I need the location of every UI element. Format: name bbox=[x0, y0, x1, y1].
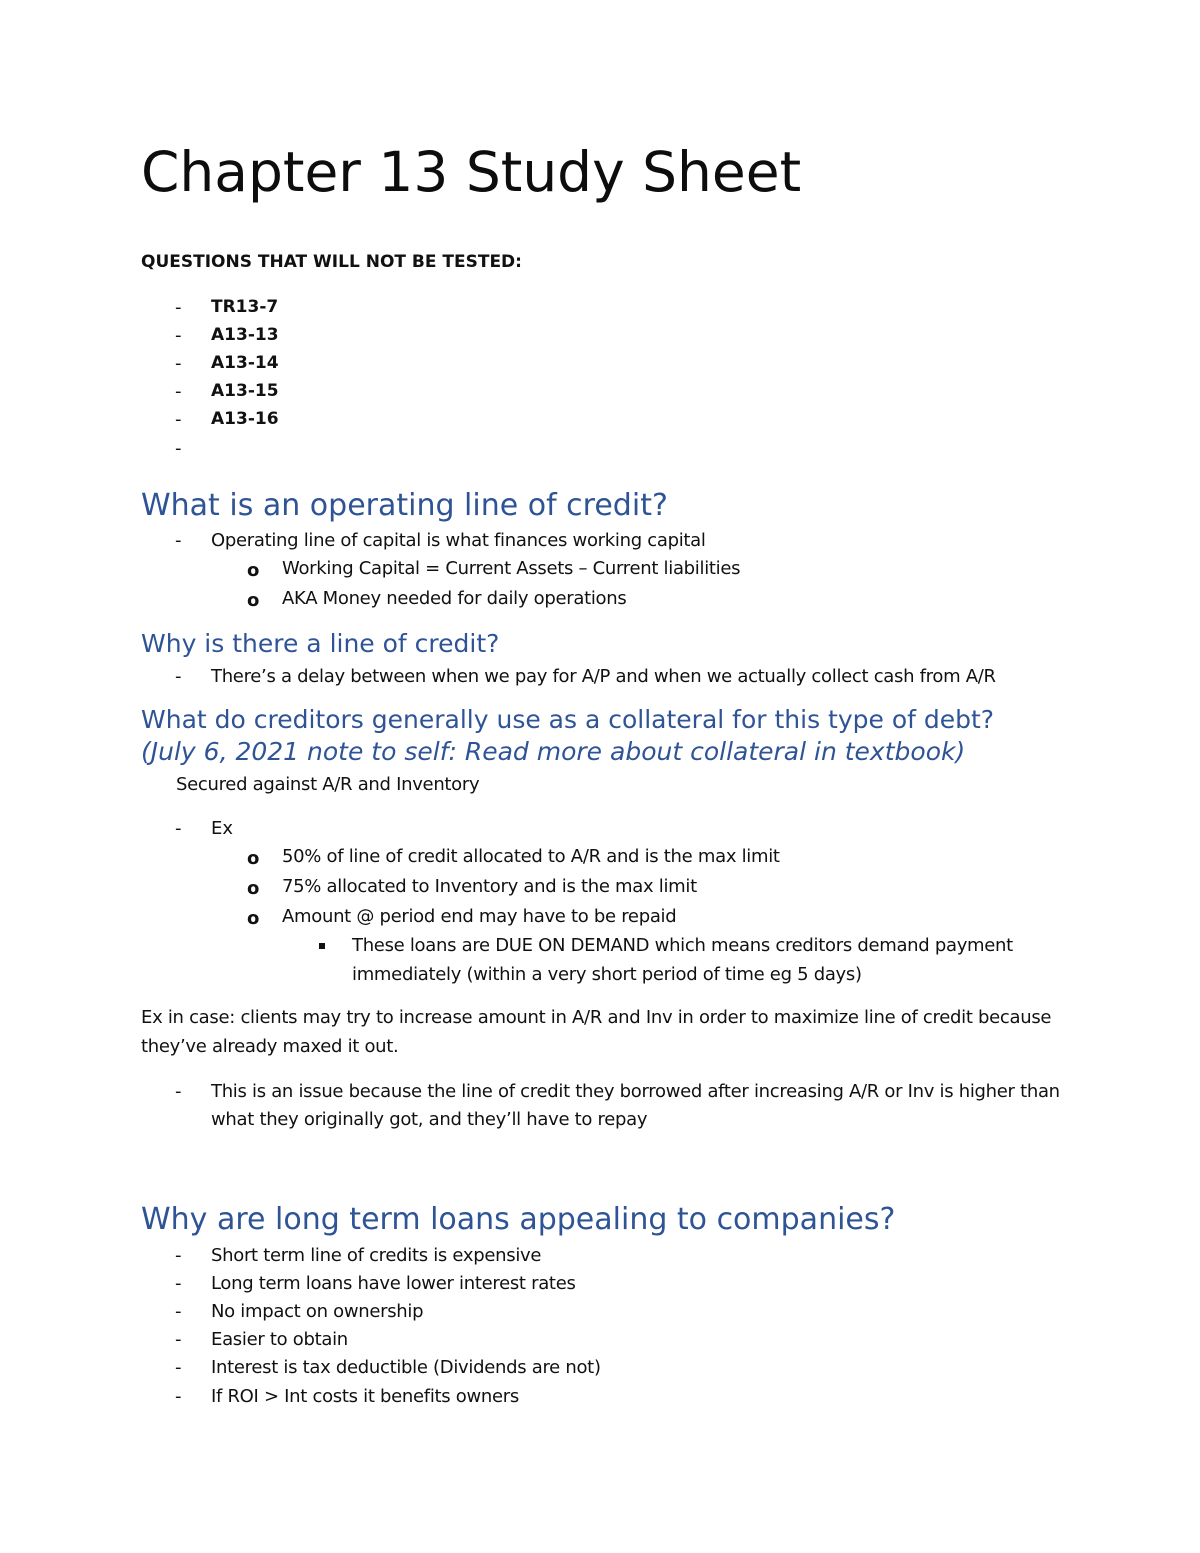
list-item: 50% of line of credit allocated to A/R and is the max limit bbox=[282, 846, 780, 867]
paragraph-continuation: they’ve already maxed it out. bbox=[141, 1036, 399, 1057]
dash-bullet: - bbox=[175, 297, 182, 318]
paragraph: Secured against A/R and Inventory bbox=[176, 774, 480, 795]
circle-bullet-icon: o bbox=[247, 590, 260, 611]
dash-bullet: - bbox=[175, 1301, 182, 1322]
section-heading-collateral: What do creditors generally use as a collateral for this type of debt? bbox=[141, 705, 995, 734]
list-item: This is an issue because the line of credit they borrowed after increasing A/R or Inv is higher than bbox=[211, 1081, 1060, 1102]
list-item: Working Capital = Current Assets – Current liabilities bbox=[282, 558, 741, 579]
dash-bullet: - bbox=[175, 1081, 182, 1102]
dash-bullet: - bbox=[175, 1245, 182, 1266]
dash-bullet: - bbox=[175, 1273, 182, 1294]
dash-bullet: - bbox=[175, 325, 182, 346]
list-item: A13-14 bbox=[211, 353, 279, 373]
list-item: TR13-7 bbox=[211, 297, 279, 317]
square-bullet-icon bbox=[319, 943, 325, 949]
circle-bullet-icon: o bbox=[247, 908, 260, 929]
list-item: A13-13 bbox=[211, 325, 279, 345]
dash-bullet: - bbox=[175, 381, 182, 402]
list-item: 75% allocated to Inventory and is the max limit bbox=[282, 876, 697, 897]
dash-bullet: - bbox=[175, 438, 182, 459]
list-item: Amount @ period end may have to be repaid bbox=[282, 906, 677, 927]
list-item: These loans are DUE ON DEMAND which means creditors demand payment bbox=[352, 935, 1013, 956]
paragraph: Ex in case: clients may try to increase amount in A/R and Inv in order to maximize line of credit because bbox=[141, 1007, 1052, 1028]
dash-bullet: - bbox=[175, 1357, 182, 1378]
list-item: A13-16 bbox=[211, 409, 279, 429]
list-item: A13-15 bbox=[211, 381, 279, 401]
section-heading-operating-line: What is an operating line of credit? bbox=[141, 488, 668, 523]
list-item: No impact on ownership bbox=[211, 1301, 424, 1322]
list-item: Short term line of credits is expensive bbox=[211, 1245, 542, 1266]
list-item: There’s a delay between when we pay for A/P and when we actually collect cash from A/R bbox=[211, 666, 996, 687]
list-item: Operating line of capital is what finances working capital bbox=[211, 530, 706, 551]
not-tested-heading: QUESTIONS THAT WILL NOT BE TESTED: bbox=[141, 252, 522, 272]
note-to-self: (July 6, 2021 note to self: Read more about collateral in textbook) bbox=[141, 737, 966, 766]
list-item: Ex bbox=[211, 818, 234, 839]
section-heading-why-line: Why is there a line of credit? bbox=[141, 629, 500, 658]
list-item: If ROI > Int costs it benefits owners bbox=[211, 1386, 519, 1407]
list-item: Easier to obtain bbox=[211, 1329, 348, 1350]
circle-bullet-icon: o bbox=[247, 878, 260, 899]
dash-bullet: - bbox=[175, 666, 182, 687]
list-item: Long term loans have lower interest rates bbox=[211, 1273, 576, 1294]
dash-bullet: - bbox=[175, 409, 182, 430]
circle-bullet-icon: o bbox=[247, 848, 260, 869]
dash-bullet: - bbox=[175, 1386, 182, 1407]
dash-bullet: - bbox=[175, 353, 182, 374]
list-item-continuation: what they originally got, and they’ll have to repay bbox=[211, 1109, 648, 1130]
circle-bullet-icon: o bbox=[247, 560, 260, 581]
list-item-continuation: immediately (within a very short period of time eg 5 days) bbox=[352, 964, 862, 985]
section-heading-long-term-loans: Why are long term loans appealing to companies? bbox=[141, 1202, 896, 1237]
list-item: Interest is tax deductible (Dividends are not) bbox=[211, 1357, 601, 1378]
list-item: AKA Money needed for daily operations bbox=[282, 588, 627, 609]
dash-bullet: - bbox=[175, 818, 182, 839]
dash-bullet: - bbox=[175, 530, 182, 551]
dash-bullet: - bbox=[175, 1329, 182, 1350]
page-title: Chapter 13 Study Sheet bbox=[141, 140, 802, 204]
